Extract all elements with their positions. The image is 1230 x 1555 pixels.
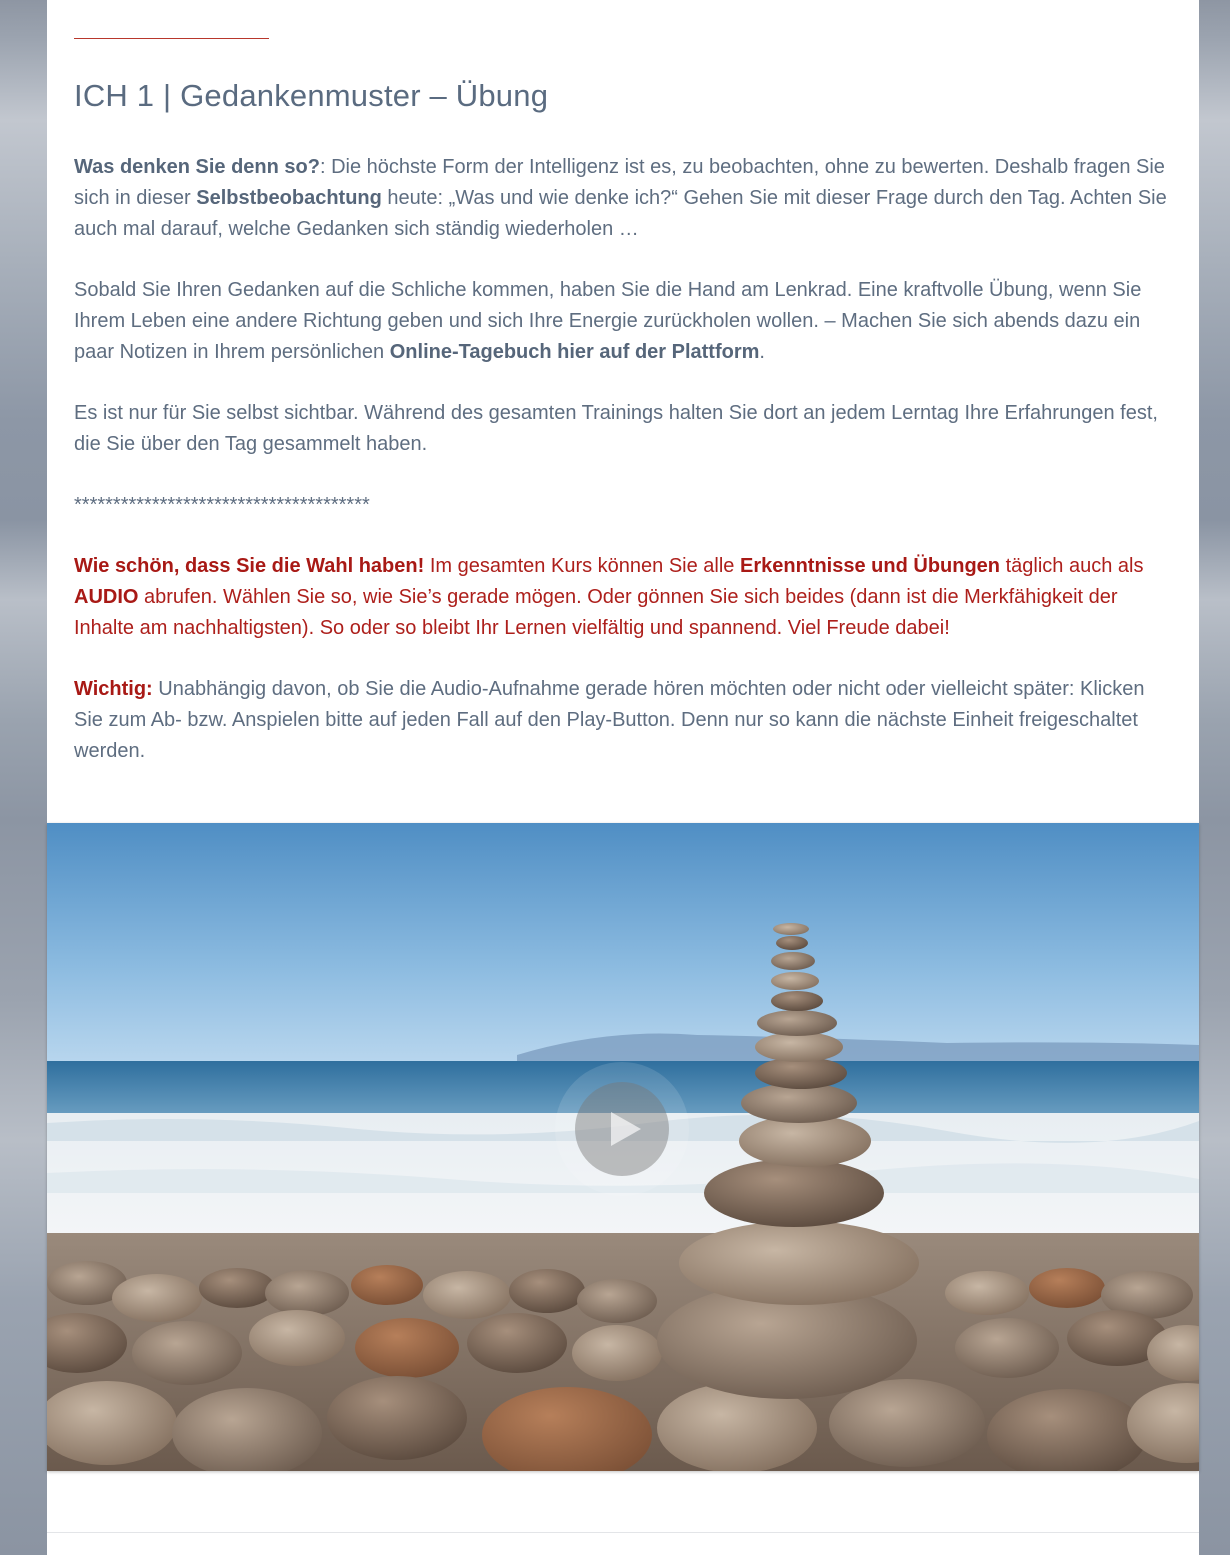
audio-player-poster[interactable] bbox=[47, 823, 1199, 1471]
play-button[interactable] bbox=[555, 1062, 689, 1196]
intro-text-1: : Die höchste Form der Intelligenz ist es, zu beobachten, ohne zu bewerten. Deshalb fragen Sie sich in dieser bbox=[74, 156, 1165, 209]
diary-text-2: . bbox=[759, 341, 765, 363]
paragraph-intro bbox=[74, 152, 1174, 245]
audio-choice-text-2: täglich auch als bbox=[1000, 555, 1144, 577]
intro-text-2: heute: „Was und wie denke ich?“ Gehen Sie mit dieser Frage durch den Tag. Achten Sie auch mal darauf, welche Gedanken sich ständig wiederholen … bbox=[74, 187, 1167, 240]
separator-stars: ************************************** bbox=[74, 494, 370, 516]
paragraph-diary bbox=[74, 275, 1174, 368]
play-icon bbox=[611, 1112, 641, 1146]
important-label: Wichtig: bbox=[74, 678, 153, 700]
pebbles-foreground bbox=[47, 1261, 1199, 1471]
lesson-card bbox=[47, 0, 1199, 1555]
audio-choice-text-1: Im gesamten Kurs können Sie alle bbox=[424, 555, 740, 577]
intro-keyword: Selbstbeobachtung bbox=[196, 187, 382, 209]
lesson-title: ICH 1 | Gedankenmuster – Übung bbox=[74, 78, 549, 113]
diary-text-1: Sobald Sie Ihren Gedanken auf die Schliche kommen, haben Sie die Hand am Lenkrad. Eine kraftvolle Übung, wenn Sie Ihrem Leben eine andere Richtung geben und sich Ihre Energie zurückholen wollen. – Machen Sie sich abends dazu ein paar Notizen in Ihrem persönlichen bbox=[74, 279, 1142, 363]
diary-link-text: Online-Tagebuch hier auf der Plattform bbox=[389, 341, 760, 363]
audio-choice-keyword-2: AUDIO bbox=[74, 586, 139, 608]
title-divider bbox=[74, 38, 269, 39]
important-text: Unabhängig davon, ob Sie die Audio-Aufnahme gerade hören möchten oder nicht oder vielleicht später: Klicken Sie zum Ab- bzw. Anspielen bitte auf jeden Fall auf den Play-Button. Denn nur so kann die nächste Einheit freigeschaltet werden. bbox=[74, 678, 1145, 762]
section-divider bbox=[47, 1532, 1199, 1533]
audio-choice-text-3: abrufen. Wählen Sie so, wie Sie’s gerade mögen. Oder gönnen Sie sich beides (dann ist die Merkfähigkeit der Inhalte am nachhaltigsten). So oder so bleibt Ihr Lernen vielfältig und spannend. Viel Freude dabei! bbox=[74, 586, 1118, 639]
audio-choice-keyword-1: Erkenntnisse und Übungen bbox=[740, 555, 1001, 577]
paragraph-audio-choice bbox=[74, 551, 1174, 644]
intro-heading: Was denken Sie denn so? bbox=[74, 156, 320, 178]
lesson-body bbox=[74, 152, 1174, 797]
play-button-circle bbox=[575, 1082, 669, 1176]
paragraph-visibility: Es ist nur für Sie selbst sichtbar. Während des gesamten Trainings halten Sie dort an jedem Lerntag Ihre Erfahrungen fest, die Sie über den Tag gesammelt haben. bbox=[74, 402, 1158, 455]
paragraph-important bbox=[74, 674, 1174, 767]
audio-choice-heading: Wie schön, dass Sie die Wahl haben! bbox=[74, 555, 425, 577]
